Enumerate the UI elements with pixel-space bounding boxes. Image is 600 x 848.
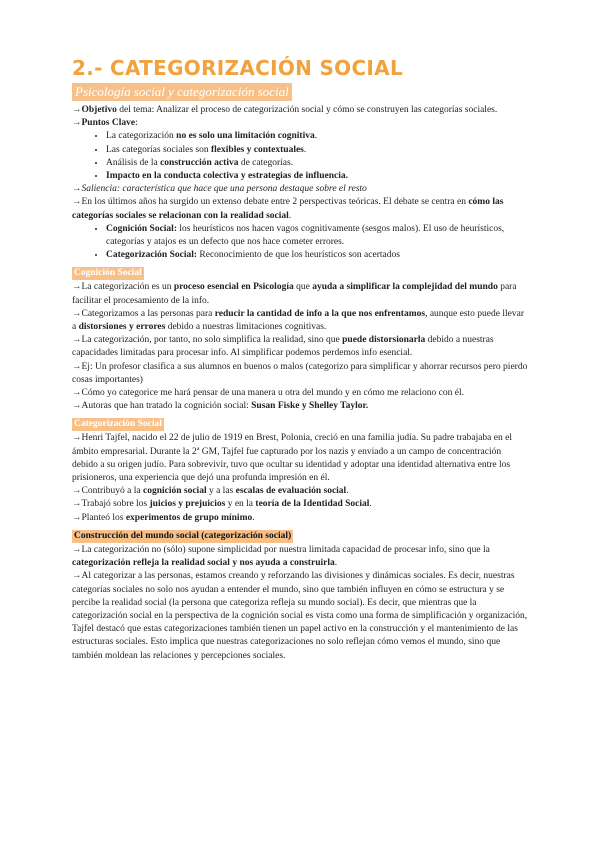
paragraph: →La categorización no (sólo) supone simplicidad por nuestra limitada capacidad de procesar info, sino que la categorización refleja la realidad social y nos ayuda a construirla. [72,544,490,569]
paragraph: →Planteó los experimentos de grupo mínimo. [72,512,255,523]
subtitle-highlight: Psicología social y categorización social [72,83,292,101]
construccion-section [72,544,528,663]
cognicion-section [72,281,528,413]
paragraph: →Trabajó sobre los juicios y prejuicios y en la teoría de la Identidad Social. [72,499,372,510]
list-item: • Categorización Social: Reconocimiento de que los heurísticos son acertados [106,249,528,262]
paragraph: →Al categorizar a las personas, estamos creando y reforzando las divisiones y dinámicas sociales. Es decir, nuestras categorías sociales no solo nos ayudan a entender el mundo, sino que también influyen en cómo se estructura y se percibe la realidad social (la persona que categoriza refleja su mundo social). Es decir, que mientras que la categorización social en la perspectiva de la cognición social es vista como una forma de simplificación y organización, Tajfel destacó que estas categorizaciones también tienen un papel activo en la construcción y el mantenimiento de las estructuras sociales. Esto implica que nuestras categorizaciones no solo reflejan cómo vemos el mundo, sino que también moldean las relaciones y percepciones sociales. [72,571,528,661]
section-heading-cognicion: Cognición Social [74,268,142,279]
perspectivas-list [72,223,528,263]
section-heading-categorizacion: Categorización Social [74,419,162,430]
debate-paragraph: →En los últimos años ha surgido un extenso debate entre 2 perspectivas teóricas. El debate se centra en cómo las categorías sociales se relacionan con la realidad social. [72,197,504,221]
paragraph: →La categorización, por tanto, no solo simplifica la realidad, sino que puede distorsionarla debido a nuestras capacidades limitadas para procesar info. Al simplificar podemos perdemos info esencial. [72,335,494,359]
categorizacion-section [72,432,528,524]
list-item: • Las categorías sociales son flexibles y contextuales. [106,144,528,157]
paragraph: →Cómo yo categorice me hará pensar de una manera u otra del mundo y en cómo me relaciono con él. [72,388,464,399]
page-title: 2.- CATEGORIZACIÓN SOCIAL [72,56,403,80]
paragraph: →Contribuyó a la cognición social y a las escalas de evaluación social. [72,486,349,497]
list-item: • Cognición Social: los heurísticos nos hacen vagos cognitivamente (sesgos malos). El uso de heurísticos, categorías y atajos es un defecto que nos hace cometer errores. [106,223,528,249]
paragraph: →Categorizamos a las personas para reducir la cantidad de info a la que nos enfrentamos, aunque esto puede llevar a distorsiones y errores debido a nuestras limitaciones cognitivas. [72,308,524,333]
objetivo-paragraph: →Objetivo del tema: Analizar el proceso de categorización social y cómo se construyen las categorías sociales. [72,105,498,115]
puntos-clave-heading: →Puntos Clave: [72,118,138,129]
list-item: • Análisis de la construcción activa de categorías. [106,157,528,170]
list-item: • La categorización no es solo una limitación cognitiva. [106,130,528,143]
saliencia-definition: →Saliencia: característica que hace que una persona destaque sobre el resto [72,184,367,195]
puntos-clave-list [72,130,528,183]
section-heading-construccion: Construcción del mundo social (categorización social) [74,530,292,541]
paragraph: →Autoras que han tratado la cognición social: Susan Fiske y Shelley Taylor. [72,401,369,412]
paragraph: →Ej: Un profesor clasifica a sus alumnos en buenos o malos (categorizo para simplificar y ahorrar recursos pero pierdo cosas importantes) [72,361,528,385]
list-item: • Impacto en la conducta colectiva y estrategias de influencia. [106,170,528,183]
paragraph: →La categorización es un proceso esencial en Psicología que ayuda a simplificar la complejidad del mundo para facilitar el procesamiento de la info. [72,282,517,306]
paragraph: →Henri Tajfel, nacido el 22 de julio de 1919 en Brest, Polonia, creció en una familia judía. Su padre trabajaba en el ámbito empresarial. Durante la 2ª GM, Tajfel fue capturado por los nazis y enviado a un campo de concentración debido a su origen judío. Para sobrevivir, tuvo que ocultar su identidad y adoptar una identidad alternativa entre los prisioneros, una experiencia que dejó una profunda impresión en él. [72,433,512,484]
